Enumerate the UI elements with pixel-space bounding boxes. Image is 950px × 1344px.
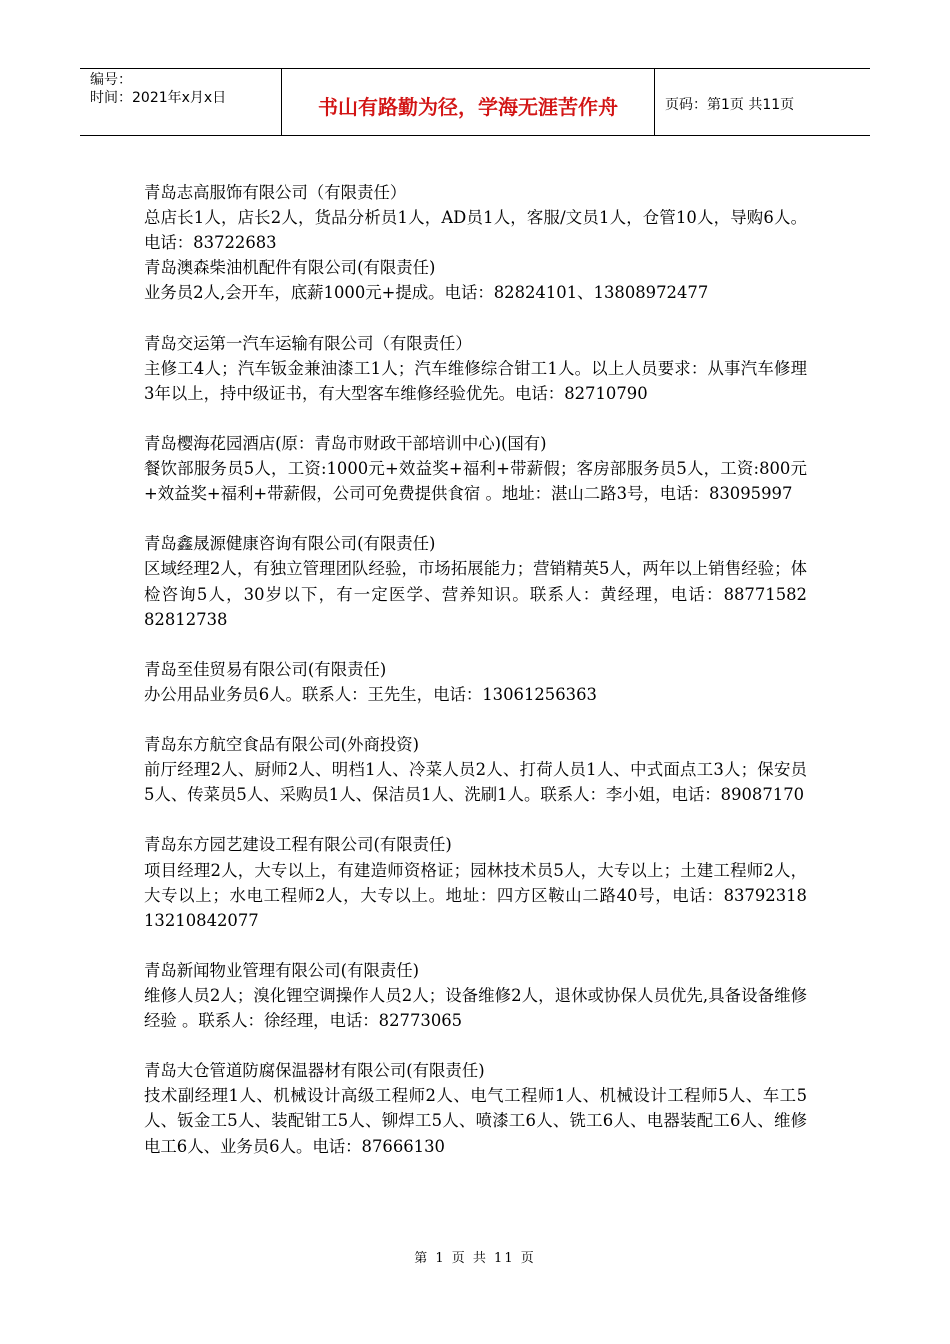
- listing-entry: [144, 331, 807, 406]
- company-name: 青岛东方航空食品有限公司(外商投资): [144, 735, 420, 755]
- job-detail: 餐饮部服务员5人，工资:1000元+效益奖+福利+带薪假；客房部服务员5人，工资:800元+效益奖+福利+带薪假，公司可免费提供食宿 。地址：湛山二路3号，电话：83095997: [144, 459, 807, 504]
- job-detail: 主修工4人；汽车钣金兼油漆工1人；汽车维修综合钳工1人。以上人员要求：从事汽车修理3年以上，持中级证书，有大型客车维修经验优先。电话：82710790: [144, 358, 807, 403]
- job-detail: 总店长1人，店长2人，货品分析员1人，AD员1人，客服/文员1人，仓管10人，导购6人。电话：83722683: [144, 208, 807, 253]
- time-label: 时间：2021年x月x日: [90, 90, 227, 106]
- header-meta: [80, 69, 282, 135]
- company-name: 青岛鑫晟源健康咨询有限公司(有限责任): [144, 534, 436, 554]
- listing-entry: [144, 958, 807, 1033]
- listing-entry: [144, 255, 807, 305]
- listing-entry: [144, 657, 807, 707]
- header-motto: 书山有路勤为径，学海无涯苦作舟: [282, 69, 655, 135]
- listing-entry: [144, 1058, 807, 1158]
- company-name: 青岛新闻物业管理有限公司(有限责任): [144, 960, 420, 980]
- company-name: 青岛志高服饰有限公司（有限责任）: [144, 183, 407, 202]
- company-name: 青岛樱海花园酒店(原：青岛市财政干部培训中心)(国有): [144, 433, 547, 453]
- company-name: 青岛澳森柴油机配件有限公司(有限责任): [144, 258, 436, 278]
- job-detail: 技术副经理1人、机械设计高级工程师2人、电气工程师1人、机械设计工程师5人、车工5人、钣金工5人、装配钳工5人、铆焊工5人、喷漆工6人、铣工6人、电器装配工6人、维修电工6人、业务员6人。电话：87666130: [144, 1086, 807, 1156]
- job-detail: 维修人员2人；溴化锂空调操作人员2人；设备维修2人，退休或协保人员优先,具备设备维修经验 。联系人：徐经理，电话：82773065: [144, 986, 807, 1031]
- listing-entry: [144, 531, 807, 631]
- company-name: 青岛东方园艺建设工程有限公司(有限责任): [144, 835, 452, 855]
- number-label: 编号：: [90, 72, 132, 88]
- page-footer: 第 1 页 共 11 页: [414, 1251, 536, 1266]
- company-name: 青岛至佳贸易有限公司(有限责任): [144, 659, 387, 679]
- company-name: 青岛交运第一汽车运输有限公司（有限责任）: [144, 333, 472, 353]
- listing-entry: [144, 431, 807, 506]
- header-page-info: 页码：第1页 共11页: [665, 97, 795, 113]
- job-detail: 前厅经理2人、厨师2人、明档1人、冷菜人员2人、打荷人员1人、中式面点工3人；保安员5人、传菜员5人、采购员1人、保洁员1人、洗刷1人。联系人：李小姐，电话：89087170: [144, 760, 807, 805]
- listing-entry: [144, 732, 807, 807]
- job-detail: 项目经理2人，大专以上，有建造师资格证；园林技术员5人，大专以上；土建工程师2人，大专以上；水电工程师2人，大专以上。地址：四方区鞍山二路40号，电话：83792318 13210842077: [144, 860, 807, 930]
- job-detail: 办公用品业务员6人。联系人：王先生，电话：13061256363: [144, 684, 597, 704]
- listing-entry: [144, 832, 807, 932]
- job-detail: 区域经理2人，有独立管理团队经验，市场拓展能力；营销精英5人，两年以上销售经验；体检咨询5人，30岁以下，有一定医学、营养知识。联系人：黄经理，电话：88771582 82812738: [144, 559, 807, 629]
- listing-entry: [144, 180, 807, 255]
- job-detail: 业务员2人,会开车，底薪1000元+提成。电话：82824101、13808972477: [144, 283, 709, 303]
- page-header: [80, 68, 870, 136]
- job-listings: [144, 180, 807, 1159]
- company-name: 青岛大仓管道防腐保温器材有限公司(有限责任): [144, 1061, 485, 1081]
